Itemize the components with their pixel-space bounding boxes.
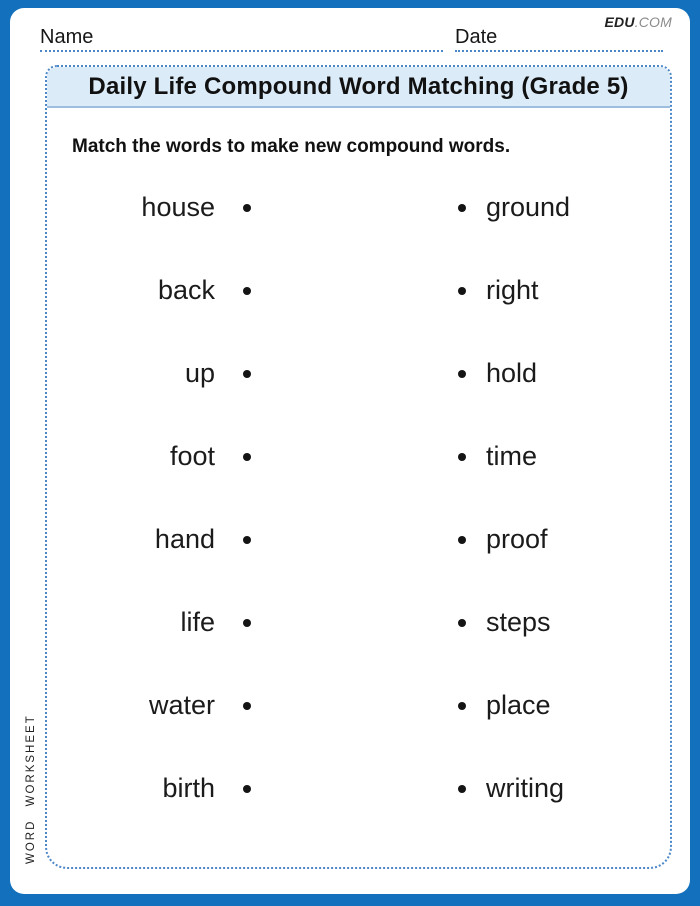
match-dot-icon xyxy=(438,287,486,295)
dot-shape xyxy=(458,619,466,627)
right-word: place xyxy=(486,690,551,720)
matching-row xyxy=(47,747,670,830)
name-field xyxy=(40,26,443,52)
dot-shape xyxy=(458,453,466,461)
dot-shape xyxy=(243,785,251,793)
dot-shape xyxy=(458,287,466,295)
name-label: Name xyxy=(40,26,94,48)
match-dot-icon xyxy=(215,785,279,793)
match-dot-icon xyxy=(438,785,486,793)
match-dot-icon xyxy=(215,453,279,461)
instruction-text: Match the words to make new compound words. xyxy=(72,136,511,157)
dot-shape xyxy=(458,370,466,378)
header-fields xyxy=(40,26,673,52)
brand-logo-bold: EDU xyxy=(604,14,635,30)
match-dot-icon xyxy=(215,370,279,378)
match-dot-icon xyxy=(215,204,279,212)
left-word: water xyxy=(148,690,215,720)
match-dot-icon xyxy=(438,453,486,461)
left-word: up xyxy=(184,358,215,388)
right-word: ground xyxy=(486,192,571,222)
dot-shape xyxy=(243,204,251,212)
dot-shape xyxy=(243,702,251,710)
dot-shape xyxy=(458,204,466,212)
right-word: right xyxy=(486,275,539,305)
left-word: foot xyxy=(169,441,215,471)
dot-shape xyxy=(243,287,251,295)
sidebar-vertical-label: WORD WORKSHEET xyxy=(25,714,37,864)
match-dot-icon xyxy=(438,370,486,378)
matching-row xyxy=(47,581,670,664)
dot-shape xyxy=(243,453,251,461)
right-word: proof xyxy=(486,524,548,554)
matching-row xyxy=(47,249,670,332)
dot-shape xyxy=(458,702,466,710)
left-word: hand xyxy=(154,524,215,554)
matching-row xyxy=(47,166,670,249)
matching-row xyxy=(47,498,670,581)
match-dot-icon xyxy=(438,619,486,627)
dot-shape xyxy=(243,536,251,544)
right-word: steps xyxy=(486,607,551,637)
brand-logo-suffix: .COM xyxy=(634,14,672,30)
worksheet-title: Daily Life Compound Word Matching (Grade 5) xyxy=(47,67,670,108)
worksheet-body xyxy=(47,108,670,830)
match-dot-icon xyxy=(438,204,486,212)
left-word: house xyxy=(141,192,215,222)
match-dot-icon xyxy=(438,702,486,710)
dot-shape xyxy=(243,370,251,378)
match-dot-icon xyxy=(215,702,279,710)
match-dot-icon xyxy=(438,536,486,544)
right-word: writing xyxy=(486,773,565,803)
date-label: Date xyxy=(455,26,498,48)
left-word: birth xyxy=(162,773,215,803)
right-word: time xyxy=(486,441,538,471)
right-word: hold xyxy=(486,358,538,388)
dot-shape xyxy=(458,536,466,544)
match-dot-icon xyxy=(215,619,279,627)
matching-row xyxy=(47,332,670,415)
worksheet-box xyxy=(45,65,672,869)
left-word: back xyxy=(157,275,215,305)
matching-row xyxy=(47,415,670,498)
left-word: life xyxy=(180,607,215,637)
dot-shape xyxy=(243,619,251,627)
dot-shape xyxy=(458,785,466,793)
match-dot-icon xyxy=(215,287,279,295)
match-dot-icon xyxy=(215,536,279,544)
brand-logo xyxy=(604,14,672,30)
worksheet-page xyxy=(10,8,690,894)
matching-rows xyxy=(47,166,670,830)
matching-row xyxy=(47,664,670,747)
